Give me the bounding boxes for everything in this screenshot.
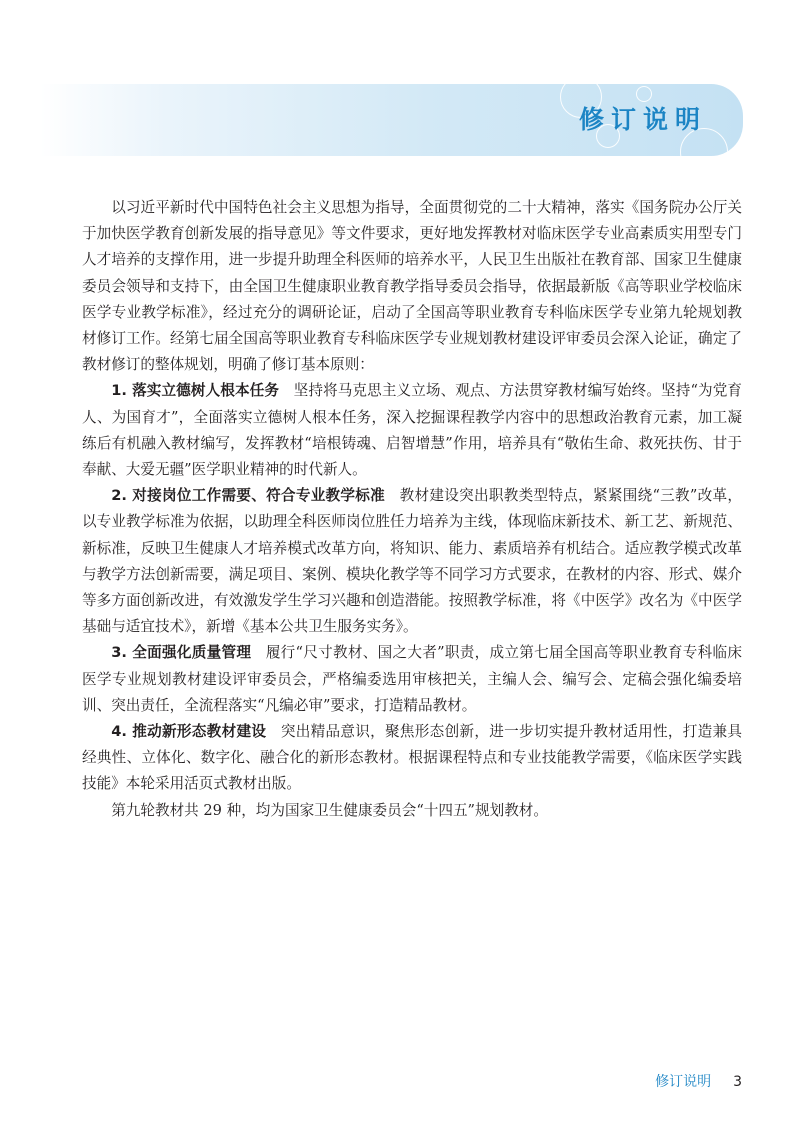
principle-paragraph [82,640,742,719]
intro-paragraph: 以习近平新时代中国特色社会主义思想为指导，全面贯彻党的二十大精神，落实《国务院办公厅关于加快医学教育创新发展的指导意见》等文件要求，更好地发挥教材对临床医学专业高素质实用型专门人才培养的支撑作用，进一步提升助理全科医师的培养水平，人民卫生出版社在教育部、国家卫生健康委员会领导和支持下，由全国卫生健康职业教育教学指导委员会指导，依据最新版《高等职业学校临床医学专业教学标准》，经过充分的调研论证，启动了全国高等职业教育专科临床医学专业第九轮规划教材修订工作。经第七届全国高等职业教育专科临床医学专业规划教材建设评审委员会深入论证，确定了教材修订的整体规划，明确了修订基本原则： [82,199,742,374]
body-text [82,195,742,824]
principle-paragraph [82,378,742,483]
principle-paragraph [82,719,742,798]
principle-heading: 1. 落实立德树人根本任务 [111,382,280,400]
title-banner [40,84,743,156]
principle-heading: 2. 对接岗位工作需要、符合专业教学标准 [111,487,386,505]
principle-text: 突出精品意识，聚焦形态创新，进一步切实提升教材适用性，打造兼具经典性、立体化、数字化、融合化的新形态教材。根据课程特点和专业技能教学需要，《临床医学实践技能》本轮采用活页式教材出版。 [82,723,742,793]
closing-paragraph: 第九轮教材共 29 种，均为国家卫生健康委员会“十四五”规划教材。 [111,801,548,819]
principle-heading: 4. 推动新形态教材建设 [111,723,267,741]
principle-text: 履行“尺寸教材、国之大者”职责，成立第七届全国高等职业教育专科临床医学专业规划教材建设评审委员会，严格编委选用审核把关，主编人会、编写会、定稿会强化编委培训、突出责任，全流程落实“凡编必审”要求，打造精品教材。 [82,644,742,714]
principle-text: 教材建设突出职教类型特点，紧紧围绕“三教”改革，以专业教学标准为依据，以助理全科医师岗位胜任力培养为主线，体现临床新技术、新工艺、新规范、新标准，反映卫生健康人才培养模式改革方向，将知识、能力、素质培养有机结合。适应教学模式改革与教学方法创新需要，满足项目、案例、模块化教学等不同学习方式要求，在教材的内容、形式、媒介等多方面创新改进，有效激发学生学习兴趣和创造潜能。按照教学标准，将《中医学》改名为《中医学基础与适宜技术》，新增《基本公共卫生服务实务》。 [82,487,742,636]
page-number: 3 [733,1074,742,1090]
principle-text: 坚持将马克思主义立场、观点、方法贯穿教材编写始终。坚持“为党育人、为国育才”，全面落实立德树人根本任务，深入挖掘课程教学内容中的思想政治教育元素，加工凝练后有机融入教材编写，发挥教材“培根铸魂、启智增慧”作用，培养具有“敬佑生命、救死扶伤、甘于奉献、大爱无疆”医学职业精神的时代新人。 [82,382,743,479]
principle-heading: 3. 全面强化质量管理 [111,644,252,662]
page-footer [655,1072,742,1092]
page-title: 修订说明 [578,105,707,134]
principle-paragraph [82,483,742,640]
footer-title: 修订说明 [655,1074,712,1090]
